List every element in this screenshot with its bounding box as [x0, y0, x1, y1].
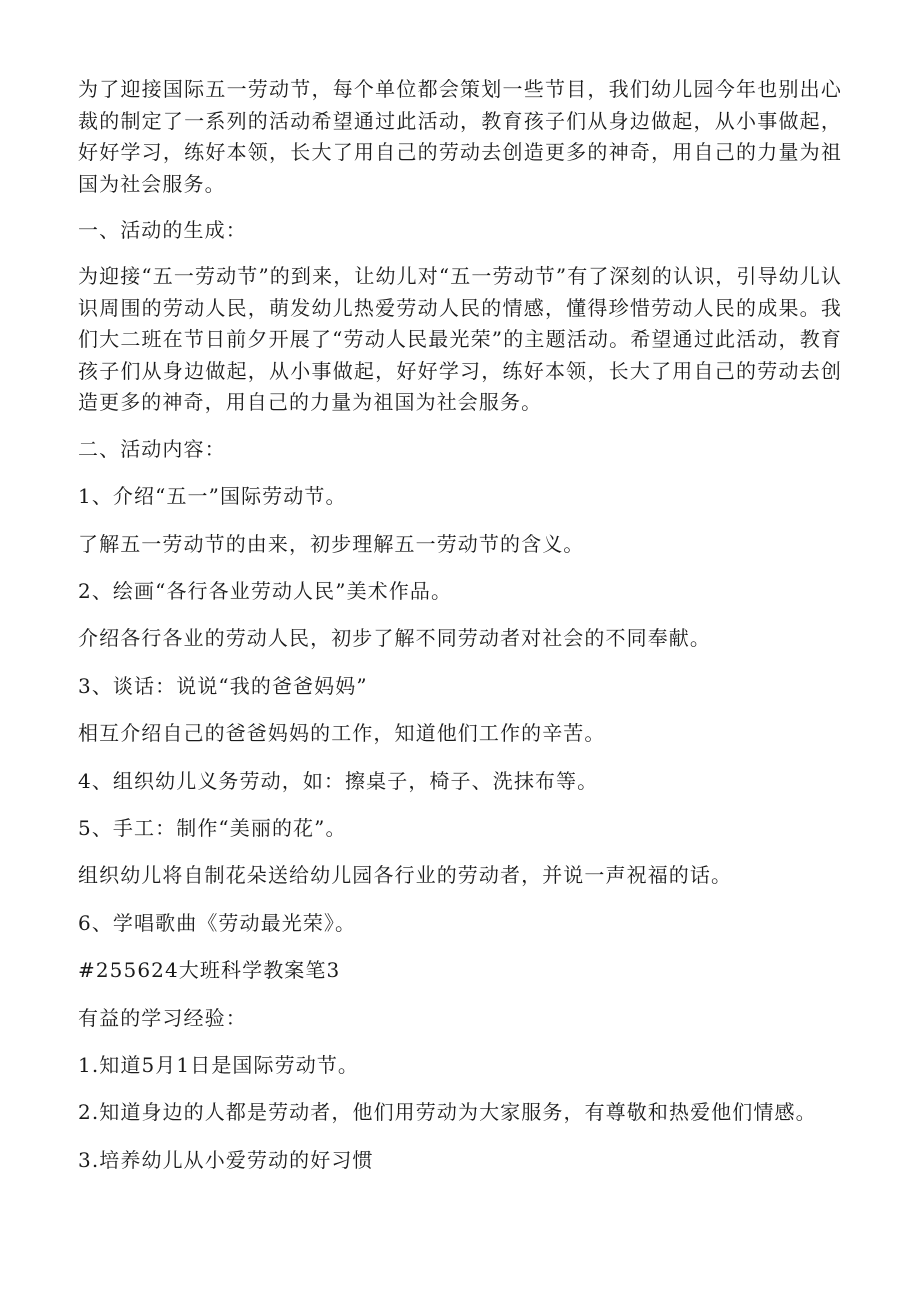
content-item-1: 1、介绍“五一”国际劳动节。	[78, 484, 347, 509]
lesson-plan-title: #255624大班科学教案笔3	[78, 958, 341, 983]
content-item-2-detail: 介绍各行各业的劳动人民，初步了解不同劳动者对社会的不同奉献。	[78, 626, 711, 651]
learning-goal-3: 3.培养幼儿从小爱劳动的好习惯	[78, 1147, 374, 1172]
learning-experience-heading: 有益的学习经验：	[78, 1005, 247, 1030]
content-item-4: 4、组织幼儿义务劳动，如：擦桌子，椅子、洗抹布等。	[78, 768, 599, 793]
document-page	[78, 74, 842, 1191]
content-item-1-detail: 了解五一劳动节的由来，初步理解五一劳动节的含义。	[78, 531, 585, 556]
content-item-6: 6、学唱歌曲《劳动最光荣》。	[78, 910, 357, 935]
learning-goal-2: 2.知道身边的人都是劳动者，他们用劳动为大家服务，有尊敬和热爱他们情感。	[78, 1100, 817, 1125]
learning-goal-1: 1.知道5月1日是国际劳动节。	[78, 1052, 360, 1077]
activity-origin-paragraph: 为迎接“五一劳动节”的到来，让幼儿对“五一劳动节”有了深刻的认识，引导幼儿认识周围的劳动人民，萌发幼儿热爱劳动人民的情感，懂得珍惜劳动人民的成果。我们大二班在节日前夕开展了“劳动人民最光荣”的主题活动。希望通过此活动，教育孩子们从身边做起，从小事做起，好好学习，练好本领，长大了用自己的劳动去创造更多的神奇，用自己的力量为祖国为社会服务。	[78, 264, 842, 415]
section-heading-activity-origin: 一、活动的生成：	[78, 218, 247, 242]
intro-paragraph: 为了迎接国际五一劳动节，每个单位都会策划一些节目，我们幼儿园今年也别出心裁的制定了一系列的活动希望通过此活动，教育孩子们从身边做起，从小事做起，好好学习，练好本领，长大了用自己的劳动去创造更多的神奇，用自己的力量为祖国为社会服务。	[78, 77, 842, 196]
content-item-5: 5、手工：制作“美丽的花”。	[78, 816, 347, 841]
content-item-5-detail: 组织幼儿将自制花朵送给幼儿园各行业的劳动者，并说一声祝福的话。	[78, 863, 733, 888]
content-item-3: 3、谈话：说说“我的爸爸妈妈”	[78, 673, 368, 698]
content-item-3-detail: 相互介绍自己的爸爸妈妈的工作，知道他们工作的辛苦。	[78, 721, 606, 746]
content-item-2: 2、绘画“各行各业劳动人民”美术作品。	[78, 579, 453, 604]
section-heading-activity-content: 二、活动内容：	[78, 436, 226, 461]
